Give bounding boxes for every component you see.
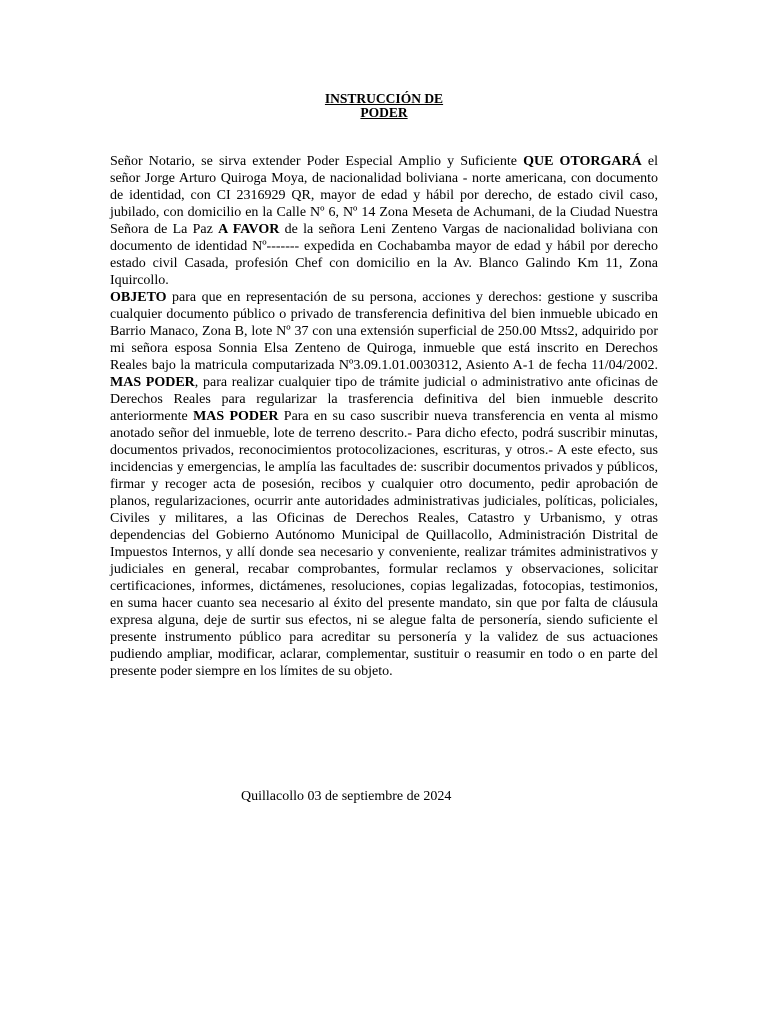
p1-que-otorgara: QUE OTORGARÁ [523, 154, 642, 169]
p2-mas-poder-1: MAS PODER [110, 375, 195, 390]
p2-mas-poder-2: MAS PODER [193, 409, 279, 424]
p2-objeto: OBJETO [110, 290, 167, 305]
p1-text-c: el señor Jorge Arturo Quiroga Moya, de nacionalidad boliviana - norte americana, con documento de identidad, con CI 2316929 QR, mayor de edad y hábil por derecho, de estado civil caso, jubilado, con domicilio en la Calle Nº 6, Nº 14 Zona Meseta de Achumani, de la Ciudad Nuestra Señora de La Paz [110, 154, 658, 237]
p2-text-d: , para realizar cualquier tipo de trámite judicial o administrativo ante oficinas de Derechos Reales para regularizar la trasferencia definitiva del bien inmueble descrito anteriormente [110, 375, 658, 424]
paragraph-otorgante [110, 153, 658, 289]
document-body [110, 153, 658, 680]
p2-text-b: para que en representación de su persona, acciones y derechos: gestione y suscriba cualquier documento público o privado de transferencia definitiva del bien inmueble ubicado en Barrio Manaco, Zona B, lote Nº 37 con una extensión superficial de 250.00 Mtss2, adquirido por mi señora esposa Sonnia Elsa Zenteno de Quiroga, inmueble que está inscrito en Derechos Reales bajo la matricula computarizada Nº3.09.1.01.0030312, Asiento A-1 de fecha 11/04/2002. [110, 290, 658, 373]
date-line: Quillacollo 03 de septiembre de 2024 [241, 789, 452, 804]
p1-a-favor: A FAVOR [218, 222, 280, 237]
document-title [284, 92, 484, 120]
title-line-1: INSTRUCCIÓN DE [324, 91, 444, 106]
p2-text-f: Para en su caso suscribir nueva transferencia en venta al mismo anotado señor del inmueble, lote de terreno descrito.- Para dicho efecto, podrá suscribir minutas, documentos privados, reconocimientos protocolizaciones, escrituras, y otros.- A este efecto, sus incidencias y emergencias, le amplía las facultades de: suscribir documentos privados y públicos, firmar y recoger acta de posesión, recibos y cualquier otro documento, pedir aprobación de planos, regularizaciones, ocurrir ante autoridades administrativas judiciales, políticas, policiales, Civiles y militares, a las Oficinas de Derechos Reales, Catastro y Urbanismo, y otras dependencias del Gobierno Autónomo Municipal de Quillacollo, Administración Distrital de Impuestos Internos, y allí donde sea necesario y conveniente, realizar trámites administrativos y judiciales en general, recabar comprobantes, formular reclamos y observaciones, solicitar certificaciones, informes, dictámenes, resoluciones, copias legalizadas, fotocopias, testimonios, en suma hacer cuanto sea necesario al éxito del presente mandato, sin que por falta de cláusula expresa alguna, deje de surtir sus efectos, ni se alegue falta de personería, siendo suficiente el presente instrumento público para acreditar su personería y la validez de sus actuaciones pudiendo ampliar, modificar, aclarar, complementar, sustituir o reasumir en todo o en parte del presente poder siempre en los límites de su objeto. [110, 409, 658, 679]
p1-text-e: de la señora Leni Zenteno Vargas de nacionalidad boliviana con documento de identidad Nº------- expedida en Cochabamba mayor de edad y hábil por derecho estado civil Casada, profesión Chef con domicilio en la Av. Blanco Galindo Km 11, Zona Iquircollo. [110, 222, 658, 288]
p1-text-a: Señor Notario, se sirva extender Poder Especial Amplio y Suficiente [110, 154, 524, 169]
title-line-2: PODER [360, 105, 408, 120]
paragraph-objeto [110, 289, 658, 680]
